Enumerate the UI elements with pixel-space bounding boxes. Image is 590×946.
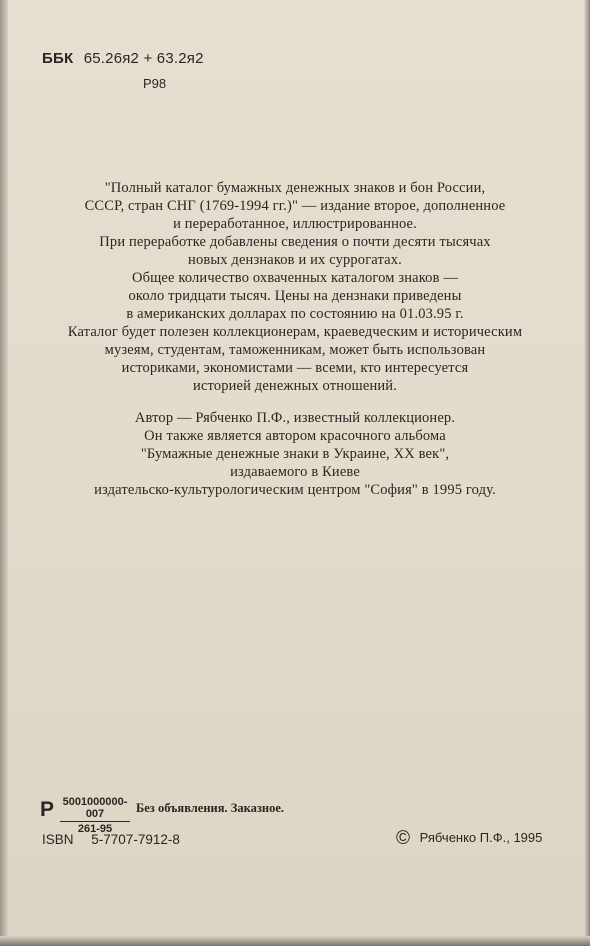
description-line: музеям, студентам, таможенникам, может быть использован	[104, 342, 486, 358]
description-line: Каталог будет полезен коллекционерам, краеведческим и историческим	[67, 324, 523, 340]
author-index: Р98	[143, 76, 167, 91]
description-line: историей денежных отношений.	[193, 378, 397, 394]
imprint-numerator: 5001000000-007	[60, 796, 130, 822]
author-note-line: "Бумажные денежные знаки в Украине, XX век",	[140, 446, 450, 462]
copyright-text: Рябченко П.Ф., 1995	[419, 830, 543, 845]
description-line: и переработанное, иллюстрированное.	[173, 216, 417, 232]
author-note-line: издательско-культурологическим центром "София" в 1995 году.	[94, 482, 496, 498]
description-line: СССР, стран СНГ (1769-1994 гг.)" — издание второе, дополненное	[84, 198, 506, 214]
description-line: Общее количество охваченных каталогом знаков —	[131, 270, 459, 286]
description-line: в американских долларах по состоянию на 01.03.95 г.	[126, 306, 464, 322]
bbk-label: ББК	[42, 50, 74, 67]
imprint-note: Без объявления. Заказное.	[136, 801, 285, 815]
copyright-icon: ©	[396, 828, 410, 849]
isbn-number: 5-7707-7912-8	[91, 832, 180, 847]
author-note-line: Он также является автором красочного альбома	[144, 428, 446, 444]
description-line: При переработке добавлены сведения о почти десяти тысячах	[99, 234, 491, 250]
author-note-line: Автор — Рябченко П.Ф., известный коллекционер.	[134, 410, 456, 426]
isbn-label: ISBN	[42, 832, 74, 847]
description-line: новых дензнаков и их суррогатах.	[188, 252, 402, 268]
bbk-codes: 65.26я2 + 63.2я2	[83, 50, 204, 67]
isbn-line	[42, 832, 180, 847]
bbk-classification	[42, 50, 204, 67]
description-line: "Полный каталог бумажных денежных знаков и бон России,	[104, 180, 486, 196]
imprint-denominator: 261-95	[77, 823, 113, 835]
page-bottom-edge	[0, 936, 590, 946]
description-line: историками, экономистами — всеми, кто интересуется	[121, 360, 469, 376]
author-note-line: издаваемого в Киеве	[230, 464, 360, 480]
imprint-index	[60, 796, 130, 835]
description-line: около тридцати тысяч. Цены на дензнаки приведены	[128, 288, 462, 304]
copyright-line	[396, 828, 542, 850]
imprint-letter: Р	[40, 798, 55, 821]
